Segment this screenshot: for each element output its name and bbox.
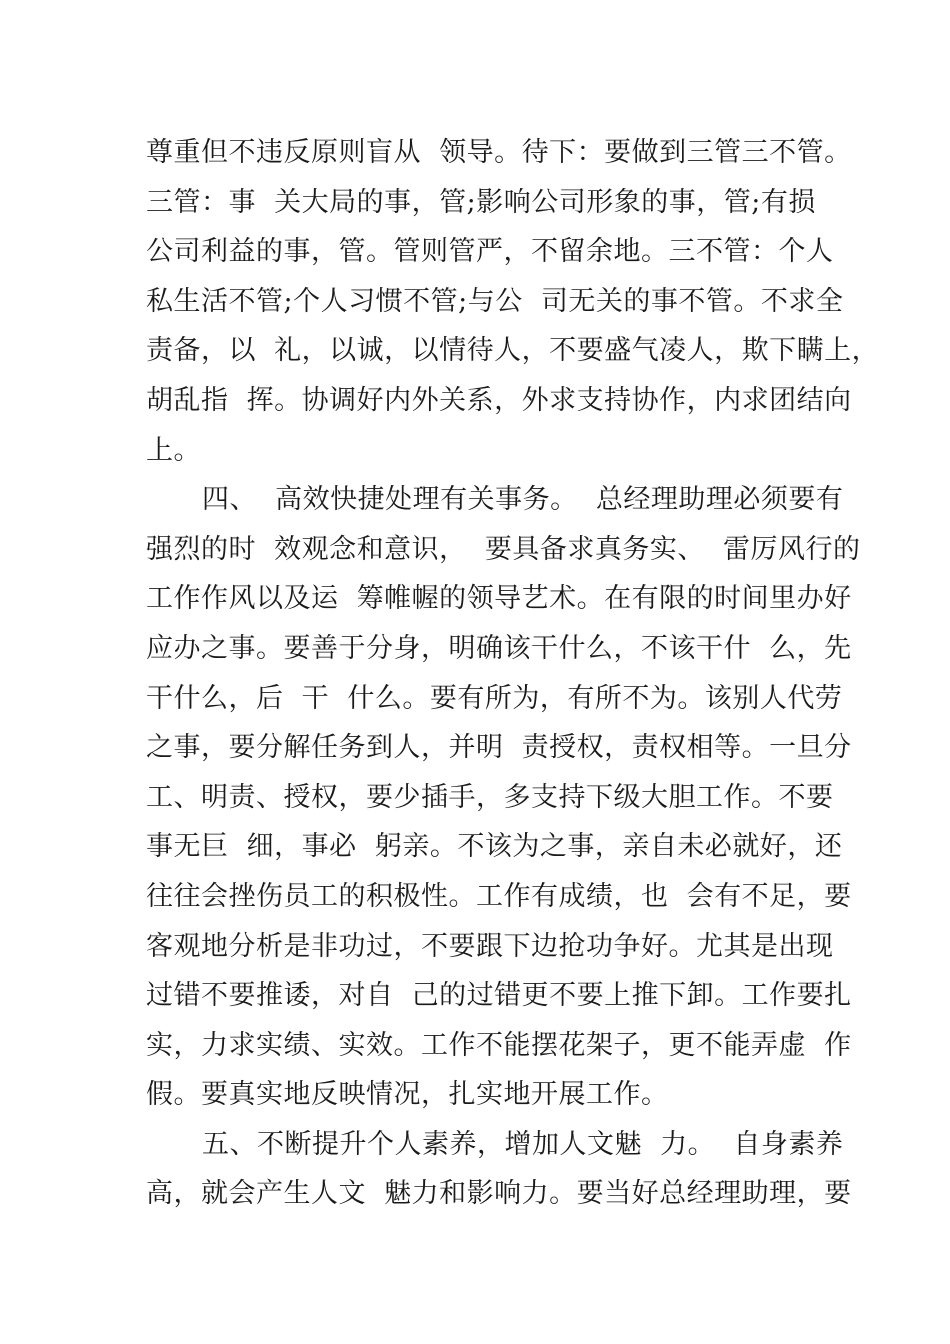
text-line: 应办之事。要善于分身，明确该干什么，不该干什 么，先 [146, 632, 852, 664]
text-line: 工、明责、授权，要少插手，多支持下级大胆工作。不要 [146, 781, 834, 813]
text-line: 假。要真实地反映情况，扎实地开展工作。 [146, 1079, 669, 1111]
text-line: 过错不要推诿，对自 己的过错更不要上推下卸。工作要扎 [146, 980, 852, 1012]
paragraph-heading-line: 四、 高效快捷处理有关事务。 总经理助理必须要有 [202, 484, 844, 516]
text-line: 强烈的时 效观念和意识， 要具备求真务实、 雷厉风行的 [146, 533, 861, 565]
text-line: 工作作风以及运 筹帷幄的领导艺术。在有限的时间里办好 [146, 583, 852, 615]
text-line: 上。 [146, 434, 201, 466]
text-line: 客观地分析是非功过，不要跟下边抢功争好。尤其是出现 [146, 930, 834, 962]
text-line: 三管：事 关大局的事，管;影响公司形象的事，管;有损 [146, 186, 816, 218]
text-line: 干什么，后 干 什么。要有所为，有所不为。该别人代劳 [146, 682, 843, 714]
text-line: 责备，以 礼，以诚，以情待人，不要盛气凌人，欺下瞒上， [146, 335, 880, 367]
text-line: 高，就会产生人文 魅力和影响力。要当好总经理助理，要 [146, 1178, 852, 1210]
text-line: 胡乱指 挥。协调好内外关系，外求支持协作，内求团结向 [146, 384, 852, 416]
text-line: 往往会挫伤员工的积极性。工作有成绩，也 会有不足，要 [146, 880, 852, 912]
text-line: 尊重但不违反原则盲从 领导。待下：要做到三管三不管。 [146, 137, 852, 168]
text-line: 公司利益的事，管。管则管严，不留余地。三不管：个人 [146, 236, 834, 268]
text-line: 之事，要分解任务到人，并明 责授权，责权相等。一旦分 [146, 732, 852, 764]
text-line: 事无巨 细，事必 躬亲。不该为之事，亲自未必就好，还 [146, 831, 843, 863]
text-line: 私生活不管;个人习惯不管;与公 司无关的事不管。不求全 [146, 285, 844, 317]
text-line: 实，力求实绩、实效。工作不能摆花架子，更不能弄虚 作 [146, 1029, 852, 1061]
body-text [146, 128, 880, 1219]
paragraph-heading-line: 五、不断提升个人素养，增加人文魅 力。 自身素养 [202, 1128, 844, 1160]
